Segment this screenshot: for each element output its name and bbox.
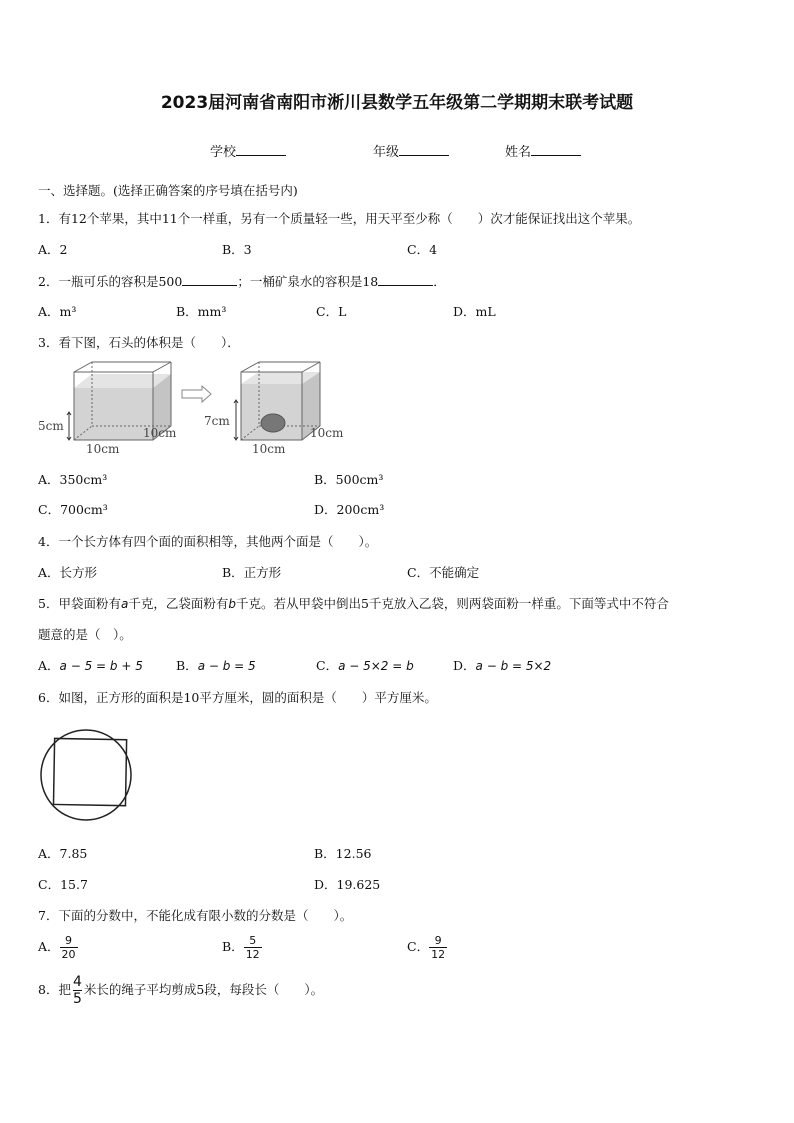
q5-option-a [38, 656, 143, 674]
q2-option-a: A．m³ [38, 304, 77, 319]
grade-field [373, 141, 449, 160]
q7-option-a-label: A． [38, 939, 60, 954]
left-height-label: 5cm [38, 419, 64, 433]
q5-var-b: b [228, 597, 236, 611]
q2-text-a: 2．一瓶可乐的容积是500 [38, 274, 183, 289]
arrow-right-icon [182, 386, 211, 402]
q5-text-1: 5．甲袋面粉有 [38, 596, 121, 611]
circle-square-figure [38, 727, 134, 823]
question-1-text: 1．有12个苹果，其中11个一样重，另有一个质量轻一些，用天平至少称（ ）次才能保证找出这个苹果。 [38, 211, 641, 226]
q2-blank-1 [182, 273, 237, 286]
q7-option-b-label: B． [222, 939, 244, 954]
q3-option-b: B．500cm³ [314, 472, 384, 487]
q1-option-a: A．2 [38, 242, 68, 257]
q5-option-b-expr: a − b = 5 [197, 659, 256, 673]
right-width-label: 10cm [252, 442, 286, 456]
q7-a-denominator: 20 [61, 948, 76, 961]
q7-b-numerator: 5 [244, 934, 262, 948]
q7-option-c [407, 934, 447, 961]
q6-option-a: A．7.85 [38, 846, 88, 861]
q5-option-b-label: B． [176, 658, 198, 673]
q5-text-2: 千克，乙袋面粉有 [128, 596, 229, 611]
q7-option-b [222, 934, 262, 961]
q3-option-a: A．350cm³ [38, 472, 108, 487]
q5-var-a: a [120, 597, 129, 611]
q6-option-d: D．19.625 [314, 877, 381, 892]
q5-text-3: 千克。若从甲袋中倒出5千克放入乙袋，则两袋面粉一样重。下面等式中不符合 [235, 596, 669, 611]
q2-option-b: B．mm³ [176, 304, 227, 319]
q4-option-c: C．不能确定 [407, 565, 480, 580]
school-label: 学校 [210, 145, 237, 160]
page-title: 2023届河南省南阳市淅川县数学五年级第二学期期末联考试题 [160, 93, 634, 113]
section-heading: 一、选择题。(选择正确答案的序号填在括号内) [38, 183, 298, 198]
q5-option-b [176, 656, 256, 674]
q7-b-denominator: 12 [245, 948, 260, 961]
name-blank [531, 143, 581, 156]
right-depth-label: 10cm [310, 426, 344, 440]
question-5-text-line1 [38, 594, 669, 612]
volume-figure [36, 360, 356, 458]
name-label: 姓名 [505, 145, 532, 160]
left-depth-label: 10cm [143, 426, 177, 440]
question-2-text [38, 272, 446, 290]
q5-option-c-expr: a − 5×2 = b [338, 659, 414, 673]
school-field [210, 141, 286, 160]
name-field [505, 141, 581, 160]
school-blank [236, 143, 286, 156]
q7-c-numerator: 9 [429, 934, 447, 948]
q6-option-b: B．12.56 [314, 846, 372, 861]
q6-option-c: C．15.7 [38, 877, 88, 892]
grade-blank [399, 143, 449, 156]
q7-option-c-label: C． [407, 939, 430, 954]
q2-blank-2 [378, 273, 433, 286]
q3-option-c: C．700cm³ [38, 502, 108, 517]
question-3-text: 3．看下图，石头的体积是（ ）． [38, 335, 240, 350]
q2-text-b: ；一桶矿泉水的容积是18 [237, 274, 379, 289]
q8-text-1: 8．把 [38, 982, 71, 997]
q5-option-d [453, 656, 551, 674]
q1-option-b: B．3 [222, 242, 252, 257]
q2-option-d: D．mL [453, 304, 496, 319]
q5-option-c [316, 656, 414, 674]
right-height-label: 7cm [204, 414, 230, 428]
q7-c-denominator: 12 [431, 948, 446, 961]
square-shape [53, 738, 126, 805]
question-6-text: 6．如图，正方形的面积是10平方厘米，圆的面积是（ ）平方厘米。 [38, 690, 437, 705]
q8-denominator: 5 [72, 991, 82, 1007]
left-width-label: 10cm [86, 442, 120, 456]
q1-option-c: C．4 [407, 242, 438, 257]
grade-label: 年级 [373, 145, 400, 160]
q5-option-d-label: D． [453, 658, 476, 673]
question-7-text: 7．下面的分数中，不能化成有限小数的分数是（ ）。 [38, 908, 353, 923]
q4-option-a: A．长方形 [38, 565, 98, 580]
q2-option-c: C．L [316, 304, 347, 319]
q5-option-d-expr: a − b = 5×2 [475, 659, 552, 673]
q7-option-b-fraction [244, 934, 262, 961]
q7-option-c-fraction [429, 934, 447, 961]
q7-option-a [38, 934, 78, 961]
q8-numerator: 4 [72, 974, 82, 990]
q5-option-a-label: A． [38, 658, 60, 673]
question-5-text-line2: 题意的是（ ）。 [38, 627, 132, 642]
q8-text-2: 米长的绳子平均剪成5段，每段长（ ）。 [83, 982, 324, 997]
q8-fraction [73, 974, 82, 1007]
q7-option-a-fraction [60, 934, 78, 961]
q2-text-c: ． [433, 274, 446, 289]
q4-option-b: B．正方形 [222, 565, 282, 580]
q7-a-numerator: 9 [60, 934, 78, 948]
q5-option-a-expr: a − 5 = b + 5 [59, 659, 143, 673]
q5-option-c-label: C． [316, 658, 339, 673]
question-4-text: 4．一个长方体有四个面的面积相等，其他两个面是（ ）。 [38, 534, 378, 549]
stone-shape [261, 414, 285, 432]
question-8-text [38, 974, 323, 1007]
q3-option-d: D．200cm³ [314, 502, 385, 517]
